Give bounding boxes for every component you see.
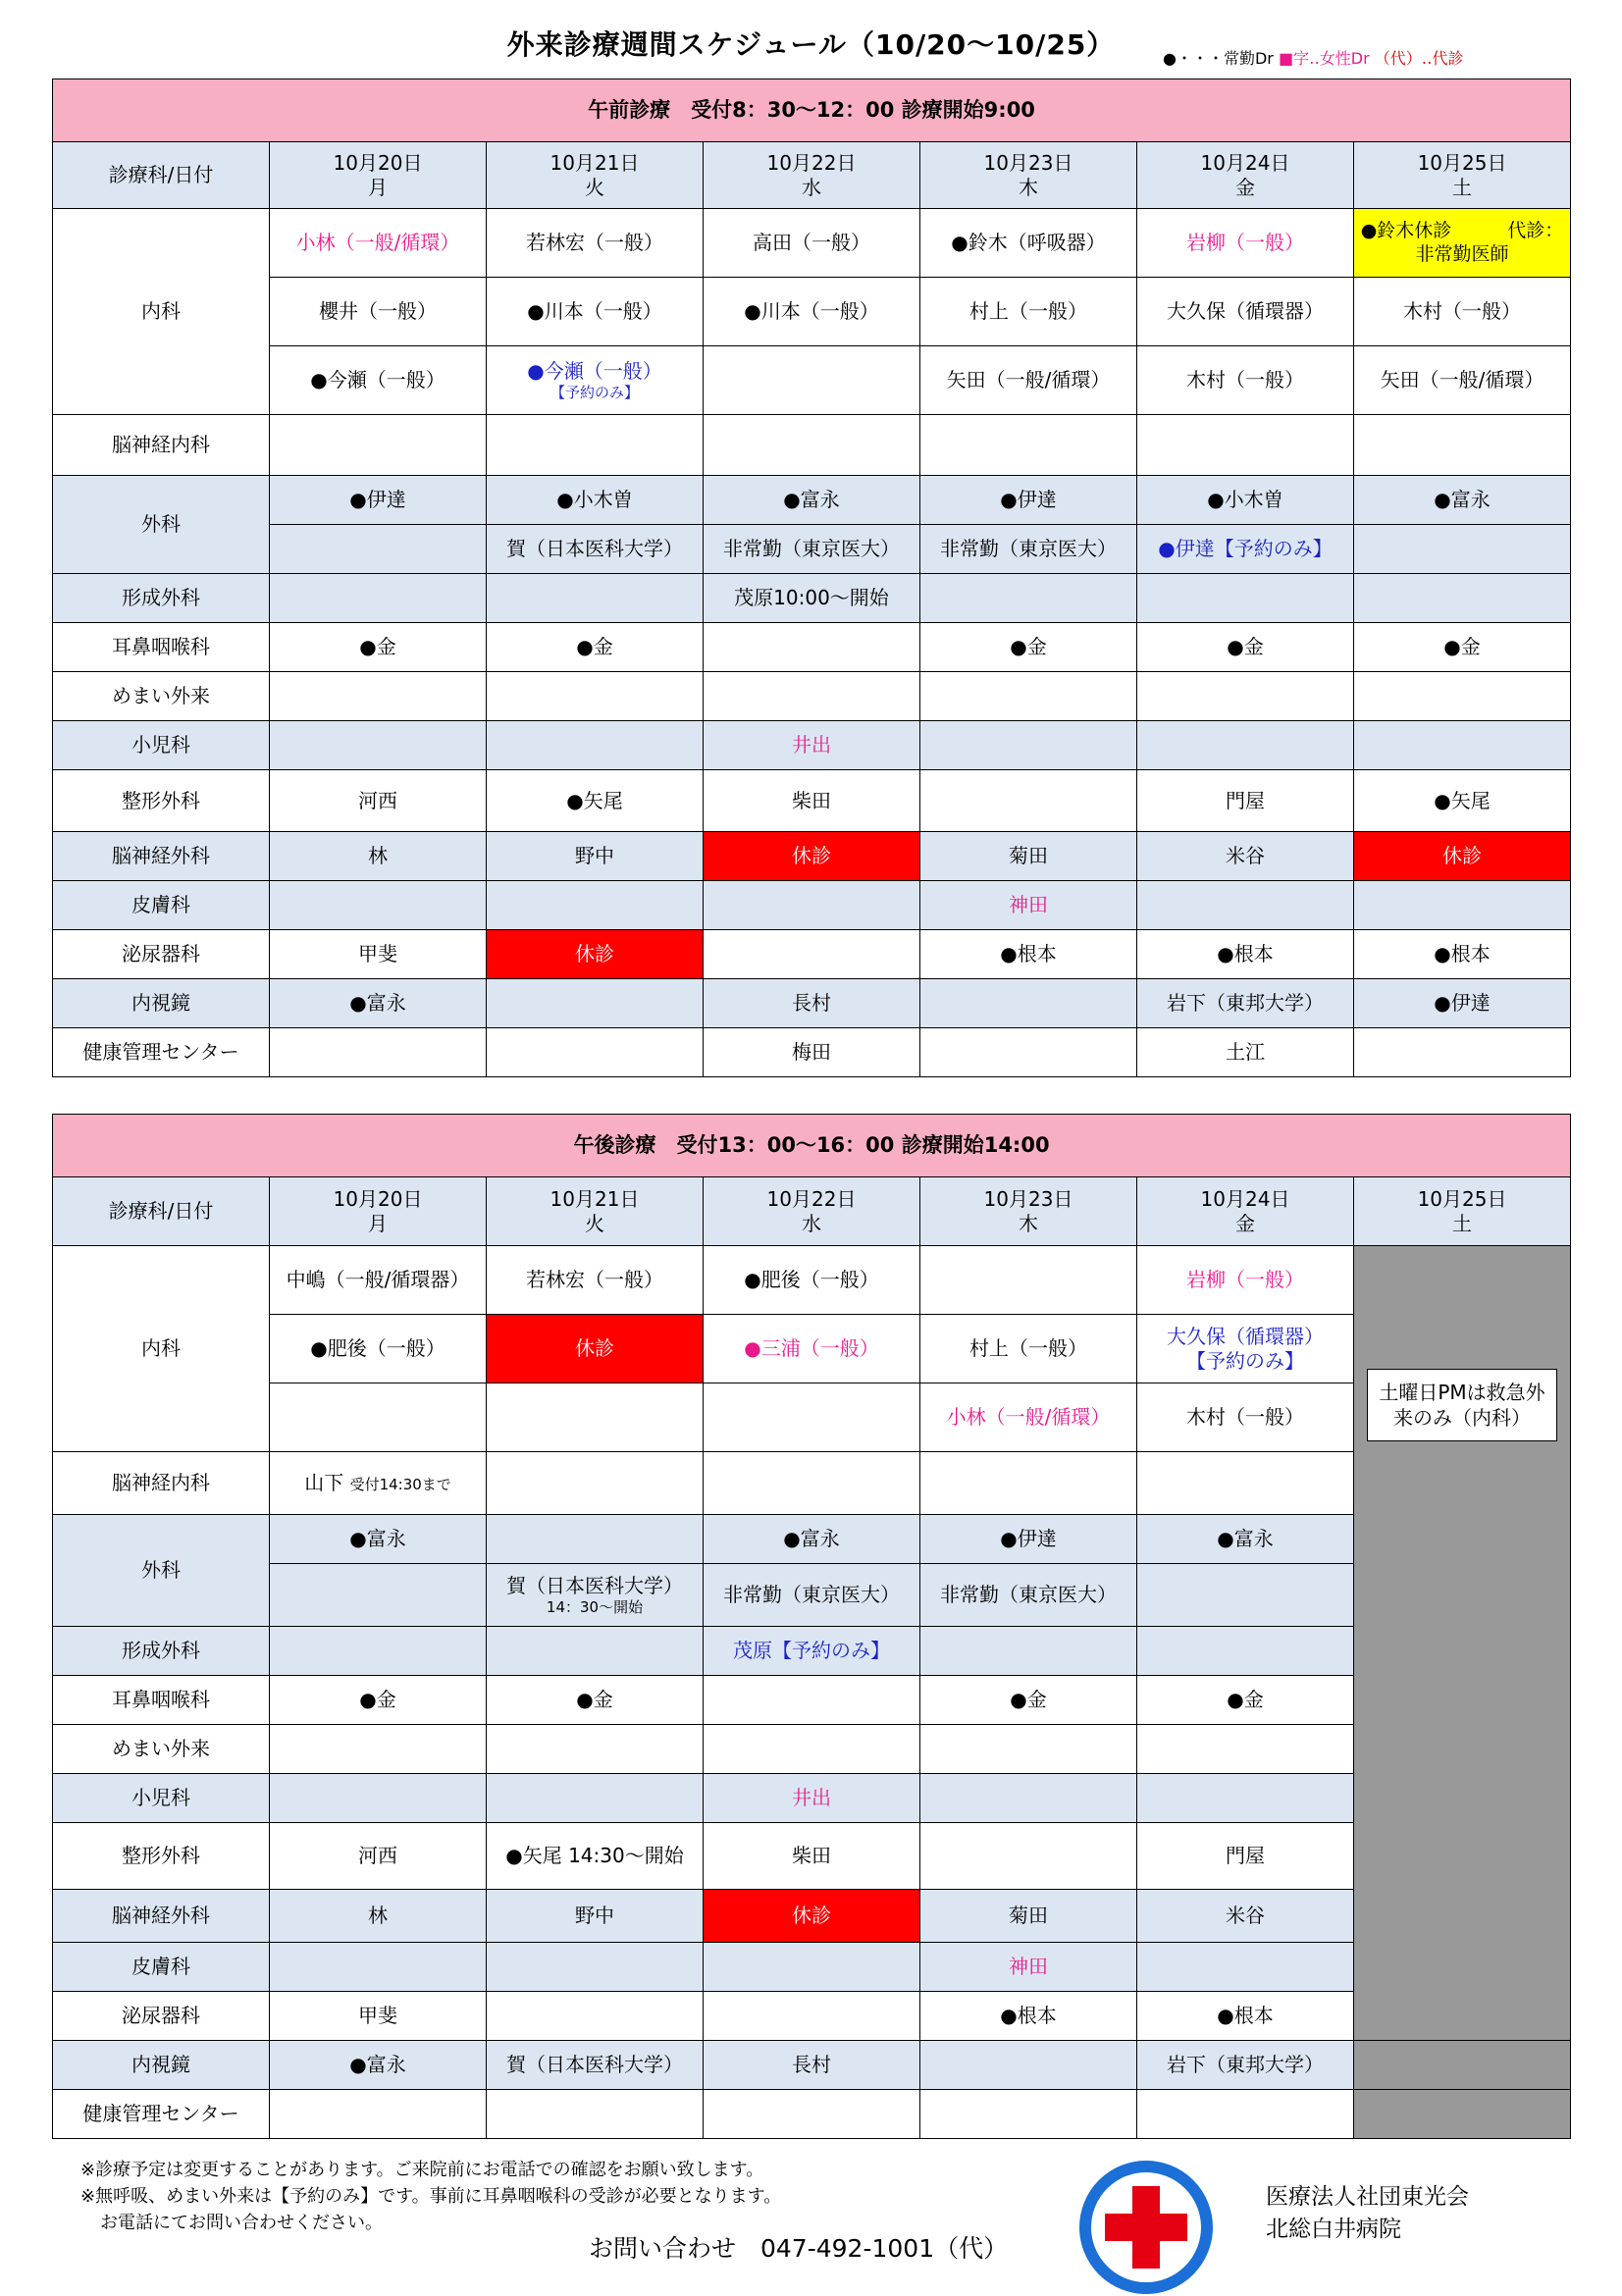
cell: ●富永 [270,1515,487,1564]
dept-naika: 内科 [53,1246,270,1452]
cell: 非常勤（東京医大） [704,1564,920,1627]
day-header: 10月23日 木 [920,142,1137,209]
cell: 矢田（一般/循環） [1354,346,1571,415]
dept-noushinkei-geka: 脳神経外科 [53,1890,270,1943]
cell: ●富永 [1354,476,1571,525]
cell-substitute: ●鈴木休診 代診：非常勤医師 [1354,209,1571,278]
cell [920,1246,1137,1315]
footer-note: お電話にてお問い合わせください。 [100,2213,383,2233]
cell [920,770,1137,832]
cell: 門屋 [1137,770,1354,832]
cell: 中嶋（一般/循環器） [270,1246,487,1315]
cell: 柴田 [704,770,920,832]
cell [920,2041,1137,2090]
cell [487,1515,704,1564]
cell: 井出 [704,721,920,770]
dept-noushinkei-geka: 脳神経外科 [53,832,270,881]
cell: ●小木曽 [487,476,704,525]
cell: 土江 [1137,1028,1354,1077]
cell: 河西 [270,770,487,832]
cell: ●根本 [920,1992,1137,2041]
col-label: 診療科/日付 [53,142,270,209]
cell: 木村（一般） [1137,1383,1354,1452]
cell [487,1992,704,2041]
cell: 村上（一般） [920,278,1137,346]
dept-kenko: 健康管理センター [53,2090,270,2139]
cell-closed: 休診 [487,930,704,979]
cell: ●今瀬（一般） [270,346,487,415]
cell [1354,525,1571,574]
cell: 若林宏（一般） [487,1246,704,1315]
cell: 賀（日本医科大学） [487,2041,704,2090]
cell: ●根本 [1137,1992,1354,2041]
cell [270,525,487,574]
day-header: 10月24日 金 [1137,142,1354,209]
cell: 岩柳（一般） [1137,1246,1354,1315]
cell: 矢田（一般/循環） [920,346,1137,415]
dept-hifu: 皮膚科 [53,881,270,930]
cell: 長村 [704,2041,920,2090]
cell: 櫻井（一般） [270,278,487,346]
day-header: 10月23日 木 [920,1177,1137,1246]
cell: ●富永 [704,1515,920,1564]
day-header: 10月25日 土 [1354,1177,1571,1246]
cell: ●肥後（一般） [270,1315,487,1383]
cell: ●肥後（一般） [704,1246,920,1315]
cell: 米谷 [1137,832,1354,881]
cell: ●伊達 [270,476,487,525]
footer-note: ※無呼吸、めまい外来は【予約のみ】です。事前に耳鼻咽喉科の受診が必要となります。 [80,2186,782,2207]
cell [704,623,920,672]
cell: 非常勤（東京医大） [920,525,1137,574]
cell: ●金 [270,1676,487,1725]
cell: 茂原10:00〜開始 [704,574,920,623]
saturday-note: 土曜日PMは救急外来のみ（内科） [1367,1369,1557,1441]
cell: 柴田 [704,1823,920,1890]
cell [704,1383,920,1452]
dept-keisei: 形成外科 [53,1627,270,1676]
cell: ●矢尾 [487,770,704,832]
day-header: 10月20日 月 [270,1177,487,1246]
cell: ●根本 [1137,930,1354,979]
cell: 大久保（循環器） [1137,278,1354,346]
cell: 神田 [920,881,1137,930]
cell: 大久保（循環器） 【予約のみ】 [1137,1315,1354,1383]
dept-noushinkei-naika: 脳神経内科 [53,415,270,476]
cell: 菊田 [920,1890,1137,1943]
dept-geka: 外科 [53,1515,270,1627]
dept-kenko: 健康管理センター [53,1028,270,1077]
cell: 非常勤（東京医大） [920,1564,1137,1627]
day-header: 10月22日 水 [704,1177,920,1246]
cell: ●金 [1354,623,1571,672]
col-label: 診療科/日付 [53,1177,270,1246]
cell: 木村（一般） [1137,346,1354,415]
cell: 野中 [487,1890,704,1943]
dept-hinyoki: 泌尿器科 [53,1992,270,2041]
legend [1163,46,1463,69]
cell: ●金 [270,623,487,672]
cell: ●金 [1137,1676,1354,1725]
cell: ●富永 [270,2041,487,2090]
day-header: 10月21日 火 [487,1177,704,1246]
cell [704,930,920,979]
cell: 門屋 [1137,1823,1354,1890]
cell: 菊田 [920,832,1137,881]
cell: 米谷 [1137,1890,1354,1943]
saturday-pm-closed [1354,1246,1571,2041]
cell: ●伊達 [920,1515,1137,1564]
cell-closed: 休診 [487,1315,704,1383]
cell: ●川本（一般） [487,278,704,346]
red-cross-logo-icon [1077,2159,1215,2296]
hospital-name: 北総白井病院 [1266,2217,1401,2243]
afternoon-header: 午後診療 受付13：00〜16：00 診療開始14:00 [53,1115,1571,1177]
legend-dot: ●・・・常勤Dr [1163,49,1274,68]
cell: ●金 [920,1676,1137,1725]
day-header: 10月22日 水 [704,142,920,209]
cell: 梅田 [704,1028,920,1077]
cell: 小林（一般/循環） [270,209,487,278]
dept-seikei: 整形外科 [53,770,270,832]
legend-substitute: （代）‥代診 [1374,49,1464,68]
cell: 山下 受付14:30まで [270,1452,487,1515]
cell [704,1992,920,2041]
cell [487,1383,704,1452]
cell: 林 [270,832,487,881]
dept-memai: めまい外来 [53,1725,270,1774]
morning-schedule-table [52,78,1571,1077]
dept-seikei: 整形外科 [53,1823,270,1890]
cell: 岩下（東邦大学） [1137,979,1354,1028]
cell: 甲斐 [270,1992,487,2041]
day-header: 10月20日 月 [270,142,487,209]
cell: ●三浦（一般） [704,1315,920,1383]
organization [1266,2181,1469,2247]
cell: ●今瀬（一般） 【予約のみ】 [487,346,704,415]
cell: ●小木曽 [1137,476,1354,525]
cell: ●根本 [1354,930,1571,979]
cell [270,1564,487,1627]
cell [1137,1564,1354,1627]
dept-jibi: 耳鼻咽喉科 [53,1676,270,1725]
day-header: 10月21日 火 [487,142,704,209]
cell [704,1676,920,1725]
dept-noushinkei-naika: 脳神経内科 [53,1452,270,1515]
dept-naika: 内科 [53,209,270,415]
cell: ●伊達 [1354,979,1571,1028]
cell: ●伊達 [920,476,1137,525]
cell: ●伊達【予約のみ】 [1137,525,1354,574]
cell [487,979,704,1028]
cell: 賀（日本医科大学） 14：30〜開始 [487,1564,704,1627]
cell: 岩柳（一般） [1137,209,1354,278]
cell: ●金 [487,623,704,672]
cell: 野中 [487,832,704,881]
cell [920,1823,1137,1890]
dept-keisei: 形成外科 [53,574,270,623]
day-header: 10月24日 金 [1137,1177,1354,1246]
cell: 若林宏（一般） [487,209,704,278]
cell-closed: 休診 [704,1890,920,1943]
cell: 木村（一般） [1354,278,1571,346]
dept-shoni: 小児科 [53,721,270,770]
cell: 村上（一般） [920,1315,1137,1383]
org-name: 医療法人社団東光会 [1266,2184,1469,2210]
cell [920,979,1137,1028]
dept-geka: 外科 [53,476,270,574]
cell: ●鈴木（呼吸器） [920,209,1137,278]
cell: 高田（一般） [704,209,920,278]
dept-memai: めまい外来 [53,672,270,721]
legend-female: ■字‥女性Dr [1278,49,1370,68]
morning-header: 午前診療 受付8：30〜12：00 診療開始9:00 [53,79,1571,142]
footer-notes [80,2157,781,2236]
footer-note: ※診療予定は変更することがあります。ご来院前にお電話での確認をお願い致します。 [80,2160,764,2180]
cell-closed: 休診 [1354,832,1571,881]
afternoon-schedule-table [52,1114,1571,2139]
dept-naishikyo: 内視鏡 [53,2041,270,2090]
cell: 小林（一般/循環） [920,1383,1137,1452]
contact-phone: お問い合わせ 047-492-1001（代） [589,2234,1009,2263]
cell [270,1383,487,1452]
dept-shoni: 小児科 [53,1774,270,1823]
cell: 長村 [704,979,920,1028]
cell: 岩下（東邦大学） [1137,2041,1354,2090]
cell: 非常勤（東京医大） [704,525,920,574]
cell: ●根本 [920,930,1137,979]
cell: ●川本（一般） [704,278,920,346]
cell [704,346,920,415]
cell: ●金 [487,1676,704,1725]
cell: 井出 [704,1774,920,1823]
dept-hinyoki: 泌尿器科 [53,930,270,979]
cell: 甲斐 [270,930,487,979]
dept-naishikyo: 内視鏡 [53,979,270,1028]
cell: ●矢尾 [1354,770,1571,832]
cell: 河西 [270,1823,487,1890]
cell: 賀（日本医科大学） [487,525,704,574]
cell: ●矢尾 14:30〜開始 [487,1823,704,1890]
cell: ●富永 [1137,1515,1354,1564]
dept-hifu: 皮膚科 [53,1943,270,1992]
cell: ●金 [920,623,1137,672]
dept-jibi: 耳鼻咽喉科 [53,623,270,672]
cell: ●富永 [704,476,920,525]
cell: ●富永 [270,979,487,1028]
cell: 神田 [920,1943,1137,1992]
cell: ●金 [1137,623,1354,672]
cell-closed: 休診 [704,832,920,881]
cell: 茂原【予約のみ】 [704,1627,920,1676]
page-title: 外来診療週間スケジュール（10/20〜10/25） [506,28,1116,61]
cell: 林 [270,1890,487,1943]
day-header: 10月25日 土 [1354,142,1571,209]
